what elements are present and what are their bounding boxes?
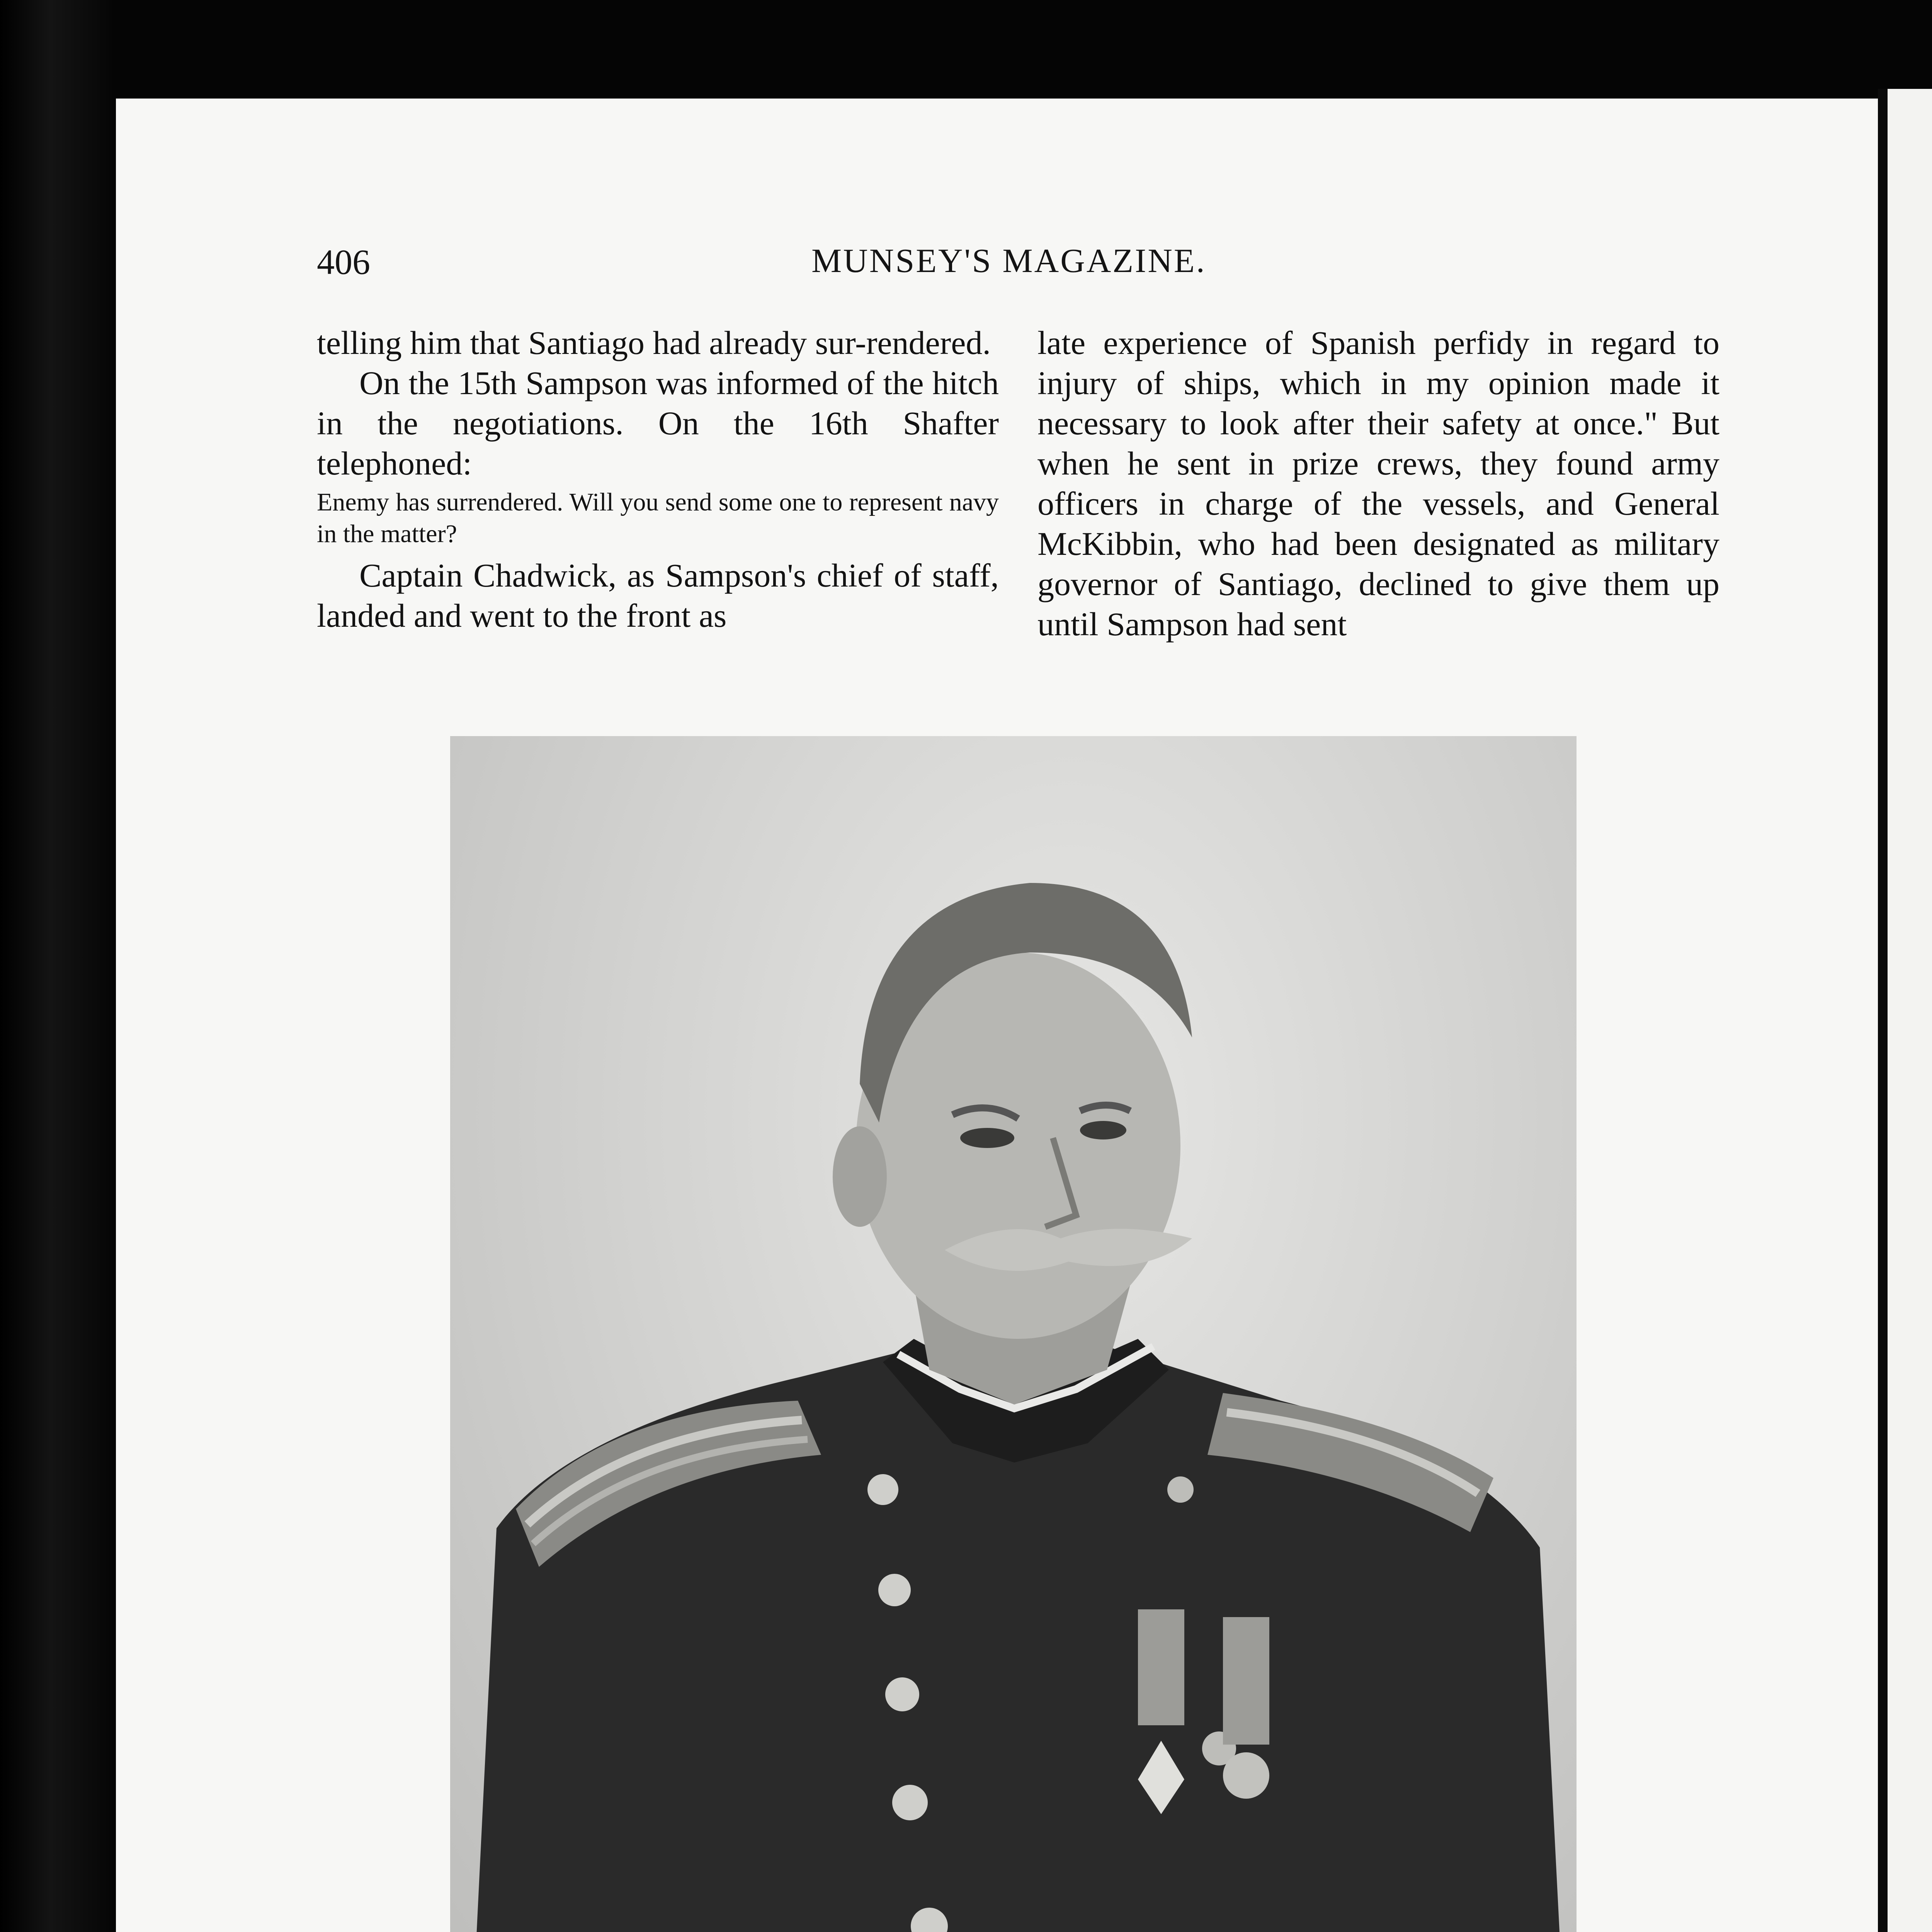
page-gutter bbox=[1878, 89, 1888, 1932]
column-top-right bbox=[1037, 323, 1719, 644]
page-number: 406 bbox=[317, 242, 370, 282]
portrait-photograph bbox=[450, 736, 1577, 1932]
paragraph: late experience of Spanish perfidy in regard to injury of ships, which in my opinion made it necessary to look after their safety at once." But when he sent in prize crews, they found army officers in charge of the vessels, and General McKibbin, who had been designated as military governor of Santiago, declined to give them up until Sampson had sent bbox=[1037, 324, 1719, 643]
magazine-title: MUNSEY'S MAGAZINE. bbox=[811, 242, 1206, 280]
telephone-quote: Enemy has surrendered. Will you send some one to represent navy in the matter? bbox=[317, 488, 999, 548]
running-header bbox=[317, 242, 1291, 288]
paragraph: Captain Chadwick, as Sampson's chief of staff, landed and went to the front as bbox=[317, 557, 999, 634]
paragraph: telling him that Santiago had already sur-rendered. bbox=[317, 324, 991, 361]
paragraph: On the 15th Sampson was informed of the hitch in the negotiations. On the 16th Shafter telephoned: bbox=[317, 364, 999, 482]
adjacent-page-edge bbox=[1888, 89, 1932, 1932]
scanner-left-edge bbox=[0, 0, 112, 1932]
column-top-left bbox=[317, 323, 999, 636]
